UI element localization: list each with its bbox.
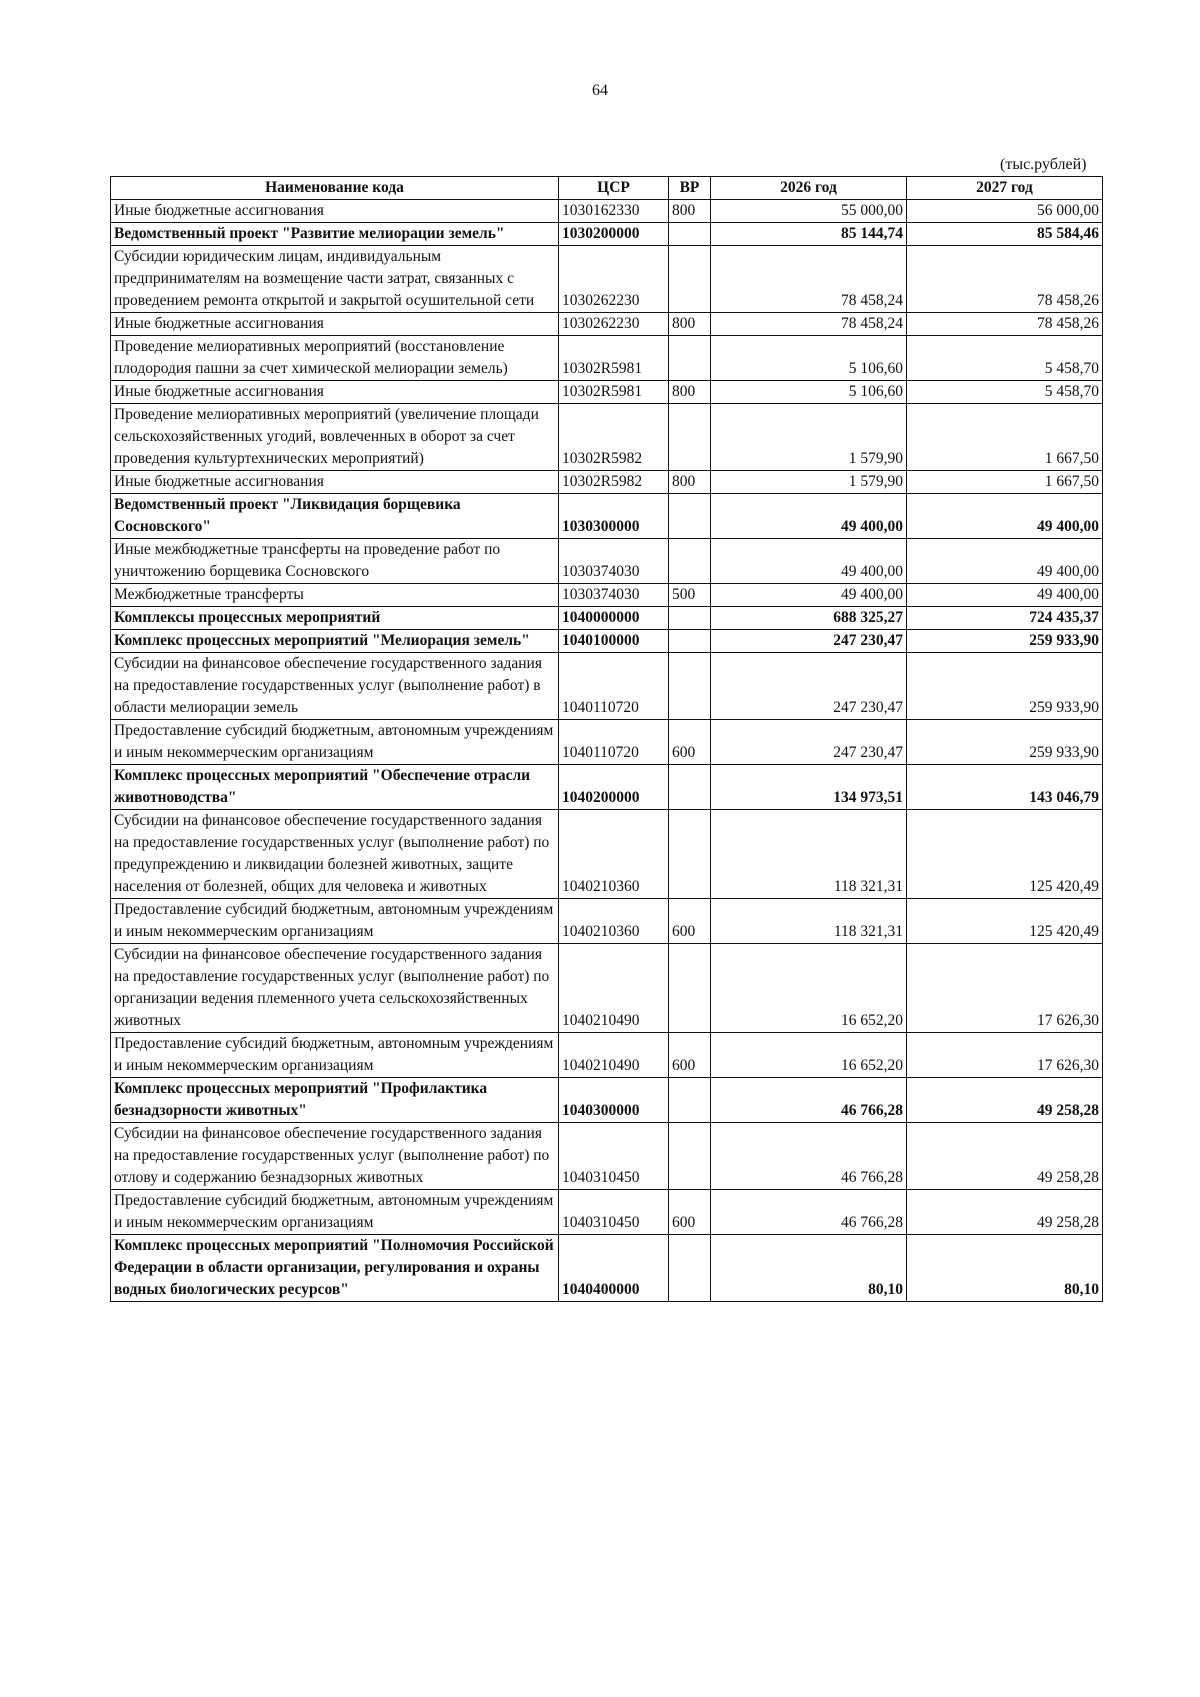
row-vr: [669, 1123, 711, 1190]
row-value-2027: 85 584,46: [907, 223, 1103, 246]
table-row: [111, 404, 1103, 471]
row-vr: 800: [669, 381, 711, 404]
table-row: [111, 539, 1103, 584]
row-csr: 1040110720: [559, 720, 669, 765]
row-name: Комплексы процессных мероприятий: [111, 607, 559, 630]
row-value-2027: 49 400,00: [907, 584, 1103, 607]
header-year-2027: 2027 год: [907, 177, 1103, 200]
row-csr: 1040100000: [559, 630, 669, 653]
table-row: [111, 336, 1103, 381]
row-csr: 1030200000: [559, 223, 669, 246]
row-csr: 1040310450: [559, 1123, 669, 1190]
row-name: Предоставление субсидий бюджетным, автономным учреждениям и иным некоммерческим организациям: [111, 1033, 559, 1078]
row-csr: 10302R5981: [559, 381, 669, 404]
header-csr: ЦСР: [559, 177, 669, 200]
row-vr: 500: [669, 584, 711, 607]
row-value-2027: 78 458,26: [907, 246, 1103, 313]
row-value-2026: 688 325,27: [711, 607, 907, 630]
table-row: [111, 944, 1103, 1033]
row-value-2027: 259 933,90: [907, 720, 1103, 765]
table-row: [111, 1033, 1103, 1078]
row-value-2026: 16 652,20: [711, 944, 907, 1033]
row-name: Иные бюджетные ассигнования: [111, 313, 559, 336]
table-header-row: [111, 177, 1103, 200]
table-row: [111, 246, 1103, 313]
row-name: Иные бюджетные ассигнования: [111, 381, 559, 404]
row-value-2027: 5 458,70: [907, 381, 1103, 404]
row-vr: 800: [669, 200, 711, 223]
row-vr: 600: [669, 1190, 711, 1235]
row-name: Субсидии на финансовое обеспечение государственного задания на предоставление государственных услуг (выполнение работ) по организации ведения племенного учета сельскохозяйственных животных: [111, 944, 559, 1033]
row-value-2026: 134 973,51: [711, 765, 907, 810]
row-value-2027: 49 258,28: [907, 1078, 1103, 1123]
table-row: [111, 765, 1103, 810]
row-name: Комплекс процессных мероприятий "Профилактика безнадзорности животных": [111, 1078, 559, 1123]
table-row: [111, 1235, 1103, 1302]
row-value-2027: 49 400,00: [907, 494, 1103, 539]
row-value-2027: 78 458,26: [907, 313, 1103, 336]
row-vr: [669, 630, 711, 653]
table-row: [111, 630, 1103, 653]
row-csr: 1040400000: [559, 1235, 669, 1302]
row-value-2026: 247 230,47: [711, 653, 907, 720]
row-vr: [669, 494, 711, 539]
row-csr: 1040210490: [559, 1033, 669, 1078]
row-name: Субсидии на финансовое обеспечение государственного задания на предоставление государственных услуг (выполнение работ) по отлову и содержанию безнадзорных животных: [111, 1123, 559, 1190]
table-row: [111, 899, 1103, 944]
row-value-2026: 49 400,00: [711, 539, 907, 584]
row-value-2026: 49 400,00: [711, 494, 907, 539]
table-row: [111, 1190, 1103, 1235]
row-vr: 600: [669, 1033, 711, 1078]
header-name: Наименование кода: [111, 177, 559, 200]
row-csr: 1030162330: [559, 200, 669, 223]
row-value-2027: 125 420,49: [907, 899, 1103, 944]
row-value-2027: 5 458,70: [907, 336, 1103, 381]
table-row: [111, 584, 1103, 607]
row-name: Субсидии юридическим лицам, индивидуальным предпринимателям на возмещение части затрат, связанных с проведением ремонта открытой и закрытой осушительной сети: [111, 246, 559, 313]
page-number: 64: [592, 82, 608, 99]
row-csr: 1040000000: [559, 607, 669, 630]
row-value-2027: 1 667,50: [907, 471, 1103, 494]
row-value-2026: 1 579,90: [711, 471, 907, 494]
row-value-2027: 17 626,30: [907, 1033, 1103, 1078]
row-vr: [669, 810, 711, 899]
row-vr: [669, 223, 711, 246]
row-vr: [669, 404, 711, 471]
row-csr: 1040310450: [559, 1190, 669, 1235]
row-value-2027: 49 400,00: [907, 539, 1103, 584]
row-value-2027: 80,10: [907, 1235, 1103, 1302]
row-csr: 1030300000: [559, 494, 669, 539]
row-name: Иные межбюджетные трансферты на проведение работ по уничтожению борщевика Сосновского: [111, 539, 559, 584]
row-name: Комплекс процессных мероприятий "Полномочия Российской Федерации в области организации, регулирования и охраны водных биологических ресурсов": [111, 1235, 559, 1302]
row-csr: 1040110720: [559, 653, 669, 720]
row-value-2026: 55 000,00: [711, 200, 907, 223]
table-body: [111, 200, 1103, 1302]
row-vr: 600: [669, 720, 711, 765]
row-name: Проведение мелиоративных мероприятий (восстановление плодородия пашни за счет химической мелиорации земель): [111, 336, 559, 381]
row-vr: [669, 607, 711, 630]
row-name: Ведомственный проект "Развитие мелиорации земель": [111, 223, 559, 246]
header-year-2026: 2026 год: [711, 177, 907, 200]
row-csr: 1040210360: [559, 899, 669, 944]
row-name: Предоставление субсидий бюджетным, автономным учреждениям и иным некоммерческим организациям: [111, 1190, 559, 1235]
table-row: [111, 1078, 1103, 1123]
row-name: Проведение мелиоративных мероприятий (увеличение площади сельскохозяйственных угодий, вовлеченных в оборот за счет проведения культуртехнических мероприятий): [111, 404, 559, 471]
row-value-2027: 1 667,50: [907, 404, 1103, 471]
row-name: Предоставление субсидий бюджетным, автономным учреждениям и иным некоммерческим организациям: [111, 899, 559, 944]
units-label: (тыс.рублей): [1000, 156, 1087, 173]
row-value-2027: 125 420,49: [907, 810, 1103, 899]
row-vr: [669, 539, 711, 584]
row-name: Ведомственный проект "Ликвидация борщевика Сосновского": [111, 494, 559, 539]
row-name: Комплекс процессных мероприятий "Обеспечение отрасли животноводства": [111, 765, 559, 810]
budget-table: [110, 176, 1103, 1302]
row-value-2026: 78 458,24: [711, 246, 907, 313]
row-csr: 1040210360: [559, 810, 669, 899]
table-row: [111, 810, 1103, 899]
row-csr: 1030374030: [559, 584, 669, 607]
row-vr: 600: [669, 899, 711, 944]
table-row: [111, 200, 1103, 223]
row-vr: [669, 765, 711, 810]
row-vr: [669, 246, 711, 313]
row-value-2026: 5 106,60: [711, 336, 907, 381]
row-csr: 1040200000: [559, 765, 669, 810]
row-name: Предоставление субсидий бюджетным, автономным учреждениям и иным некоммерческим организациям: [111, 720, 559, 765]
row-value-2027: 143 046,79: [907, 765, 1103, 810]
row-csr: 10302R5981: [559, 336, 669, 381]
row-value-2027: 49 258,28: [907, 1123, 1103, 1190]
row-value-2027: 17 626,30: [907, 944, 1103, 1033]
table-row: [111, 653, 1103, 720]
header-vr: ВР: [669, 177, 711, 200]
row-csr: 1030374030: [559, 539, 669, 584]
row-name: Субсидии на финансовое обеспечение государственного задания на предоставление государственных услуг (выполнение работ) в области мелиорации земель: [111, 653, 559, 720]
row-name: Межбюджетные трансферты: [111, 584, 559, 607]
row-name: Иные бюджетные ассигнования: [111, 471, 559, 494]
row-value-2026: 46 766,28: [711, 1078, 907, 1123]
row-vr: [669, 1078, 711, 1123]
table-row: [111, 607, 1103, 630]
row-value-2026: 118 321,31: [711, 899, 907, 944]
row-value-2026: 85 144,74: [711, 223, 907, 246]
row-csr: 1030262230: [559, 246, 669, 313]
row-vr: 800: [669, 471, 711, 494]
row-csr: 1030262230: [559, 313, 669, 336]
row-value-2026: 247 230,47: [711, 630, 907, 653]
table-row: [111, 471, 1103, 494]
row-value-2026: 46 766,28: [711, 1190, 907, 1235]
table-row: [111, 223, 1103, 246]
table-row: [111, 494, 1103, 539]
table-row: [111, 381, 1103, 404]
row-name: Иные бюджетные ассигнования: [111, 200, 559, 223]
row-value-2027: 724 435,37: [907, 607, 1103, 630]
row-csr: 10302R5982: [559, 404, 669, 471]
row-value-2026: 5 106,60: [711, 381, 907, 404]
row-value-2026: 118 321,31: [711, 810, 907, 899]
row-value-2026: 78 458,24: [711, 313, 907, 336]
row-value-2027: 49 258,28: [907, 1190, 1103, 1235]
row-vr: [669, 653, 711, 720]
row-value-2026: 1 579,90: [711, 404, 907, 471]
row-vr: 800: [669, 313, 711, 336]
row-value-2026: 49 400,00: [711, 584, 907, 607]
row-value-2026: 46 766,28: [711, 1123, 907, 1190]
table-row: [111, 313, 1103, 336]
row-value-2026: 247 230,47: [711, 720, 907, 765]
table-row: [111, 720, 1103, 765]
row-value-2027: 259 933,90: [907, 630, 1103, 653]
row-csr: 1040300000: [559, 1078, 669, 1123]
row-name: Комплекс процессных мероприятий "Мелиорация земель": [111, 630, 559, 653]
table-row: [111, 1123, 1103, 1190]
row-value-2026: 80,10: [711, 1235, 907, 1302]
row-value-2027: 56 000,00: [907, 200, 1103, 223]
row-csr: 10302R5982: [559, 471, 669, 494]
row-vr: [669, 336, 711, 381]
row-name: Субсидии на финансовое обеспечение государственного задания на предоставление государственных услуг (выполнение работ) по предупреждению и ликвидации болезней животных, защите населения от болезней, общих для человека и животных: [111, 810, 559, 899]
row-csr: 1040210490: [559, 944, 669, 1033]
row-value-2027: 259 933,90: [907, 653, 1103, 720]
row-value-2026: 16 652,20: [711, 1033, 907, 1078]
row-vr: [669, 944, 711, 1033]
row-vr: [669, 1235, 711, 1302]
